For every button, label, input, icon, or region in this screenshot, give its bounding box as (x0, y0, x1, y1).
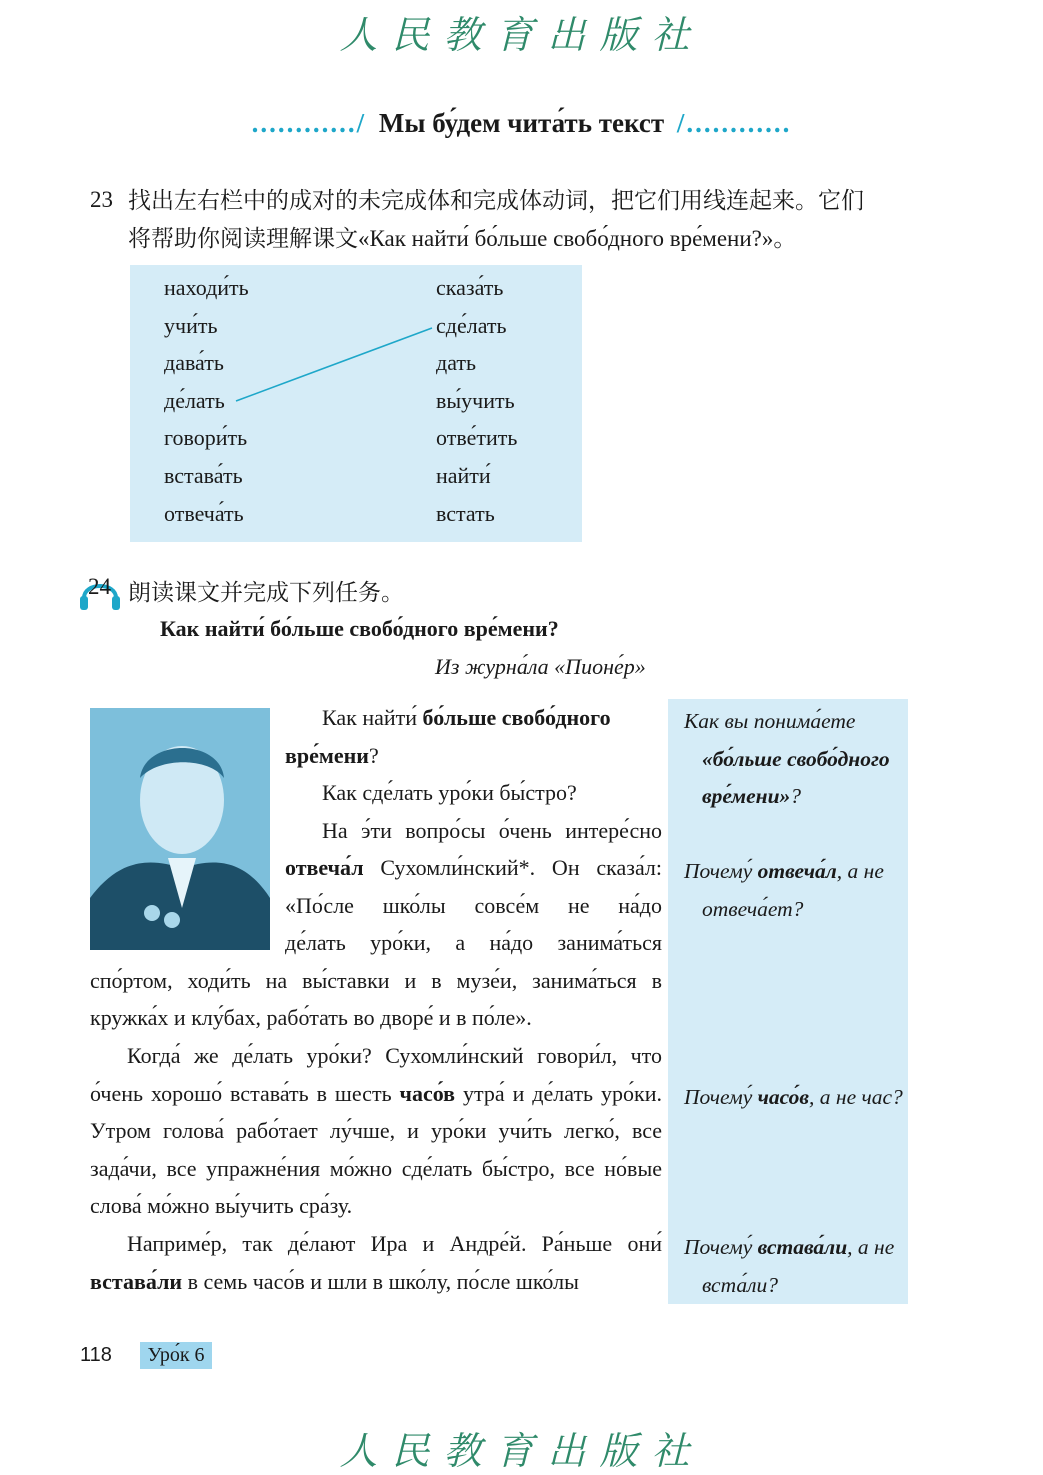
verb-left: находи́ть (164, 275, 249, 300)
reading-text: Наприме́р, так де́лают Ира и Андре́й. Ра́ньше они́ (127, 1231, 662, 1256)
publisher-logo-bottom: 人民教育出版社 (339, 1429, 704, 1473)
portrait-photo (90, 708, 270, 950)
reading-text: Сухомли́нский*. Он сказа́л: (363, 855, 662, 880)
side-question-bold: «бо́льше свобо́дного вре́мени» (702, 746, 890, 808)
reading-text: Как найти́ (322, 705, 423, 730)
reading-line: спо́ртом, ходи́ть на вы́ставки и в музе́и, занима́ться в (90, 968, 662, 993)
publisher-logo-top: 人民教育出版社 (339, 13, 704, 57)
side-question-bold: часо́в (757, 1085, 810, 1109)
verb-left: говори́ть (164, 425, 248, 451)
reading-bold: часо́в (399, 1080, 456, 1106)
reading-line (285, 849, 662, 887)
reading-line: Как сде́лать уро́ки бы́стро? (322, 780, 577, 805)
reading-paragraph (90, 1037, 662, 1225)
verb-right: отве́тить (436, 425, 518, 451)
side-question-text: ? (790, 784, 802, 808)
reading-bold: встава́ли (90, 1268, 183, 1294)
reading-title: Как найти́ бо́льше свобо́дного вре́мени? (160, 616, 559, 641)
perfective-verbs-column (436, 269, 517, 532)
lesson-badge: Уро́к 6 (140, 1342, 212, 1369)
task-23-line-1: 找出左右栏中的成对的未完成体和完成体动词，把它们用线连起来。它们 (128, 188, 864, 213)
verb-right: сказа́ть (436, 275, 504, 300)
reading-text: утра́ и де́лать уро́ки. Утром голова́ рабо́тает лу́чше, и уро́ки учи́ть легко́, все зада́чи, все упражне́ния мо́жно сде́лать бы́стро, все но́вые слова́ мо́жно вы́учить сра́зу. (90, 1080, 662, 1218)
side-question (684, 1079, 917, 1117)
side-question (684, 703, 917, 816)
side-question-text: , а не час? (809, 1085, 903, 1109)
reading-text: ? (368, 743, 379, 768)
side-questions-box (668, 699, 908, 1304)
verb-left: отвеча́ть (164, 500, 244, 526)
side-question-bold: встава́ли (757, 1235, 848, 1259)
reading-bold: бо́льше свобо́дного (422, 705, 611, 730)
verb-left: встава́ть (164, 462, 243, 488)
verb-pairs-box (130, 265, 582, 542)
section-title-text: Мы бу́дем чита́ть текст (378, 108, 665, 138)
task-24-number: 24 (88, 574, 111, 599)
imperfective-verbs-column (164, 269, 249, 532)
reading-line: «По́сле шко́лы совсе́м не на́до (285, 893, 662, 918)
verb-left: дава́ть (164, 350, 224, 376)
task-23-number: 23 (90, 187, 113, 212)
verb-left: де́лать (164, 387, 225, 413)
page-number: 118 (80, 1344, 112, 1366)
side-question-text: , а не вста́ли? (702, 1235, 895, 1297)
section-dots-right: /............ (676, 108, 792, 138)
task-23-line-2: 将帮助你阅读理解课文«Как найти́ бо́льше свобо́дного вре́мени?»。 (128, 226, 797, 251)
side-question-text: , а не отвеча́ет? (702, 859, 884, 921)
side-question-text: Почему́ (684, 859, 758, 883)
verb-right: найти́ (436, 462, 491, 488)
reading-line: кружка́х и клу́бах, рабо́тать во дворе́ и в по́ле». (90, 1005, 532, 1030)
reading-paragraph (90, 1225, 662, 1300)
side-question-bold: отвеча́л (757, 859, 837, 883)
section-title (0, 108, 1043, 139)
reading-text: Когда́ же де́лать уро́ки? Сухомли́нский говори́л, что о́чень хорошо́ встава́ть в шесть (90, 1043, 662, 1106)
reading-line (322, 699, 662, 737)
side-question-text: Как вы понима́ете (684, 709, 856, 733)
verb-left: учи́ть (164, 312, 218, 338)
reading-bold: отвеча́л (285, 855, 364, 880)
task-24-instruction: 朗读课文并完成下列任务。 (128, 580, 404, 605)
verb-right: дать (436, 350, 477, 376)
reading-line (285, 737, 662, 775)
side-question (684, 853, 917, 928)
verb-right: вы́учить (436, 387, 515, 413)
reading-line: На э́ти вопро́сы о́чень интере́сно (322, 818, 662, 843)
side-question (684, 1229, 917, 1304)
verb-right: сде́лать (436, 312, 507, 338)
side-question-text: Почему́ (684, 1235, 758, 1259)
reading-source: Из журна́ла «Пионе́р» (435, 654, 646, 679)
reading-bold: вре́мени (285, 743, 369, 768)
reading-line: де́лать уро́ки, а на́до занима́ться (285, 930, 662, 955)
section-dots-left: ............/ (251, 108, 367, 138)
verb-right: встать (436, 500, 495, 526)
side-question-text: Почему́ (684, 1085, 758, 1109)
reading-text: в семь часо́в и шли в шко́лу, по́сле шко́лы (182, 1268, 579, 1294)
